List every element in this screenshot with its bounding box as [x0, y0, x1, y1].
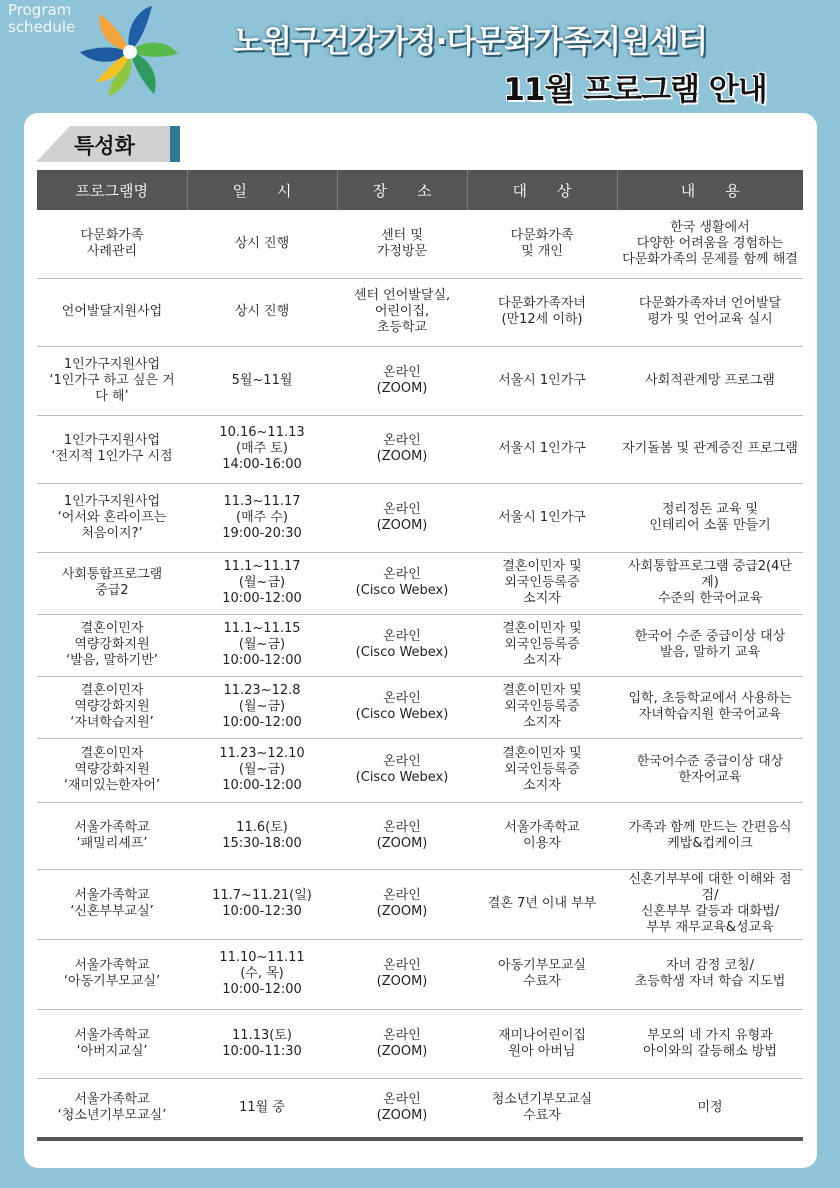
date-time-cell: 11.6(토) 15:30-18:00	[187, 802, 337, 869]
date-time-cell: 상시 진행	[187, 210, 337, 278]
table-row	[37, 415, 803, 483]
content-cell: 다문화가족자녀 언어발달 평가 및 언어교육 실시	[617, 278, 803, 346]
date-time-cell: 11.23~12.10 (월~금) 10:00-12:00	[187, 738, 337, 802]
program-name-cell: 다문화가족 사례관리	[37, 210, 187, 278]
section-tag	[36, 126, 180, 162]
date-time-cell: 상시 진행	[187, 278, 337, 346]
date-time-cell: 11.23~12.8 (월~금) 10:00-12:00	[187, 676, 337, 738]
content-cell: 자녀 감정 코칭/ 초등학생 자녀 학습 지도법	[617, 939, 803, 1009]
location-cell: 온라인 (ZOOM)	[337, 802, 467, 869]
target-cell: 다문화가족 및 개인	[467, 210, 617, 278]
table-row	[37, 614, 803, 676]
header-target: 대 상	[467, 170, 617, 210]
program-name-cell: 서울가족학교 ‘아동기부모교실’	[37, 939, 187, 1009]
location-cell: 온라인 (ZOOM)	[337, 346, 467, 415]
table-row	[37, 738, 803, 802]
location-cell: 온라인 (ZOOM)	[337, 415, 467, 483]
date-time-cell: 11.1~11.17 (월~금) 10:00-12:00	[187, 552, 337, 614]
table-row	[37, 939, 803, 1009]
header-date-time: 일 시	[187, 170, 337, 210]
location-cell: 온라인 (Cisco Webex)	[337, 738, 467, 802]
target-cell: 서울시 1인가구	[467, 346, 617, 415]
program-name-cell: 서울가족학교 ‘신혼부부교실’	[37, 869, 187, 939]
content-cell: 미정	[617, 1078, 803, 1139]
table-row	[37, 676, 803, 738]
content-cell: 한국 생활에서 다양한 어려움을 경험하는 다문화가족의 문제를 함께 해결	[617, 210, 803, 278]
content-cell: 입학, 초등학교에서 사용하는 자녀학습지원 한국어교육	[617, 676, 803, 738]
page-title: 11월 프로그램 안내	[503, 72, 767, 108]
location-cell: 온라인 (Cisco Webex)	[337, 552, 467, 614]
location-cell: 온라인 (ZOOM)	[337, 869, 467, 939]
table-row	[37, 278, 803, 346]
target-cell: 결혼이민자 및 외국인등록증 소지자	[467, 614, 617, 676]
table-row	[37, 1009, 803, 1078]
date-time-cell: 10.16~11.13 (매주 토) 14:00-16:00	[187, 415, 337, 483]
program-name-cell: 서울가족학교 ‘청소년기부모교실’	[37, 1078, 187, 1139]
target-cell: 서울가족학교 이용자	[467, 802, 617, 869]
content-cell: 한국어수준 중급이상 대상 한자어교육	[617, 738, 803, 802]
program-name-cell: 언어발달지원사업	[37, 278, 187, 346]
section-tag-accent-bar	[170, 126, 180, 162]
program-table	[37, 170, 803, 1141]
program-name-cell: 사회통합프로그램 중급2	[37, 552, 187, 614]
target-cell: 결혼이민자 및 외국인등록증 소지자	[467, 552, 617, 614]
table-header-row	[37, 170, 803, 210]
date-time-cell: 11월 중	[187, 1078, 337, 1139]
program-name-cell: 결혼이민자 역량강화지원 ‘발음, 말하기반’	[37, 614, 187, 676]
content-cell: 정리정돈 교육 및 인테리어 소품 만들기	[617, 483, 803, 552]
target-cell: 결혼이민자 및 외국인등록증 소지자	[467, 676, 617, 738]
program-name-cell: 결혼이민자 역량강화지원 ‘재미있는한자어’	[37, 738, 187, 802]
center-logo-icon	[72, 2, 187, 102]
location-cell: 센터 언어발달실, 어린이집, 초등학교	[337, 278, 467, 346]
content-cell: 사회적관계망 프로그램	[617, 346, 803, 415]
date-time-cell: 11.10~11.11 (수, 목) 10:00-12:00	[187, 939, 337, 1009]
table-row	[37, 552, 803, 614]
program-name-cell: 서울가족학교 ‘패밀리셰프’	[37, 802, 187, 869]
program-name-cell: 1인가구지원사업 ‘1인가구 하고 싶은 거 다 해’	[37, 346, 187, 415]
target-cell: 결혼 7년 이내 부부	[467, 869, 617, 939]
program-name-cell: 서울가족학교 ‘아버지교실’	[37, 1009, 187, 1078]
table-row	[37, 802, 803, 869]
target-cell: 결혼이민자 및 외국인등록증 소지자	[467, 738, 617, 802]
location-cell: 온라인 (ZOOM)	[337, 1009, 467, 1078]
header-content: 내 용	[617, 170, 803, 210]
date-time-cell: 5월~11월	[187, 346, 337, 415]
content-cell: 부모의 네 가지 유형과 아이와의 갈등해소 방법	[617, 1009, 803, 1078]
location-cell: 온라인 (Cisco Webex)	[337, 614, 467, 676]
content-cell: 한국어 수준 중급이상 대상 발음, 말하기 교육	[617, 614, 803, 676]
header-program-name: 프로그램명	[37, 170, 187, 210]
content-cell: 신혼기부부에 대한 이해와 점검/ 신혼부부 갈등과 대화법/ 부부 재무교육&성교육	[617, 869, 803, 939]
header-location: 장 소	[337, 170, 467, 210]
date-time-cell: 11.3~11.17 (매주 수) 19:00-20:30	[187, 483, 337, 552]
target-cell: 청소년기부모교실 수료자	[467, 1078, 617, 1139]
location-cell: 온라인 (ZOOM)	[337, 1078, 467, 1139]
program-schedule-label: Program schedule	[8, 1, 76, 36]
content-cell: 사회통합프로그램 중급2(4단계) 수준의 한국어교육	[617, 552, 803, 614]
table-row	[37, 483, 803, 552]
location-cell: 온라인 (ZOOM)	[337, 483, 467, 552]
location-cell: 온라인 (ZOOM)	[337, 939, 467, 1009]
date-time-cell: 11.1~11.15 (월~금) 10:00-12:00	[187, 614, 337, 676]
target-cell: 재미나어린이집 원아 아버님	[467, 1009, 617, 1078]
target-cell: 아동기부모교실 수료자	[467, 939, 617, 1009]
table-row	[37, 1078, 803, 1139]
content-cell: 자기돌봄 및 관계증진 프로그램	[617, 415, 803, 483]
content-cell: 가족과 함께 만드는 간편음식 케밥&컵케이크	[617, 802, 803, 869]
target-cell: 서울시 1인가구	[467, 483, 617, 552]
table-row	[37, 869, 803, 939]
section-tag-label: 특성화	[74, 134, 135, 158]
date-time-cell: 11.13(토) 10:00-11:30	[187, 1009, 337, 1078]
table-row	[37, 210, 803, 278]
program-name-cell: 1인가구지원사업 ‘어서와 혼라이프는 처음이지?’	[37, 483, 187, 552]
location-cell: 온라인 (Cisco Webex)	[337, 676, 467, 738]
location-cell: 센터 및 가정방문	[337, 210, 467, 278]
program-name-cell: 1인가구지원사업 ‘전지적 1인가구 시점	[37, 415, 187, 483]
date-time-cell: 11.7~11.21(일) 10:00-12:30	[187, 869, 337, 939]
program-name-cell: 결혼이민자 역량강화지원 ‘자녀학습지원’	[37, 676, 187, 738]
target-cell: 서울시 1인가구	[467, 415, 617, 483]
target-cell: 다문화가족자녀 (만12세 이하)	[467, 278, 617, 346]
table-row	[37, 346, 803, 415]
center-title: 노원구건강가정·다문화가족지원센터	[233, 24, 707, 60]
